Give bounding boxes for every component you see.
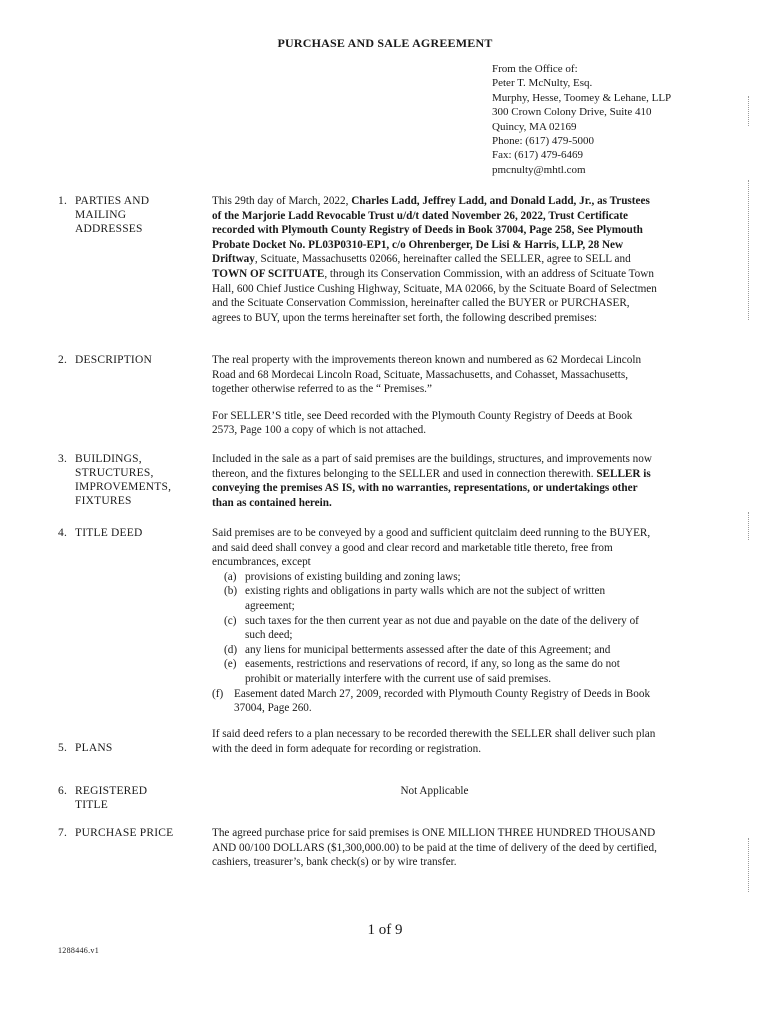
section-body (212, 727, 657, 756)
section-heading: PARTIES AND MAILING ADDRESSES (75, 195, 150, 235)
body-paragraph: For SELLER’S title, see Deed recorded with the Plymouth County Registry of Deeds at Book 2573, Page 100 a copy of which is not attached. (212, 409, 633, 437)
list-item: (e) easements, restrictions and reservations of record, if any, so long as the same do not prohibit or materially interfere with the current use of said premises. (224, 658, 620, 685)
body-text: , through its Conservation Commission, with an address of Scituate Town Hall, 600 Chief Justice Cushing Highway, Scituate, MA 02066, by the Scituate Board of Selectmen and the Scituate Conservation Commission, hereinafter called the BUYER or PURCHASER, agrees to BUY, upon the terms hereinafter set forth, the following described premises: (212, 267, 657, 324)
scan-edge-mark (748, 96, 750, 126)
section-number: 2. (58, 354, 68, 366)
body-text: , Scituate, Massachusetts 02066, hereinafter called the SELLER, agree to SELL and (254, 253, 631, 266)
body-paragraph: The real property with the improvements thereon known and numbered as 62 Mordecai Lincoln Road and 68 Mordecai Lincoln Road, Scituate, Massachusetts, and Cohasset, Massachusetts, together otherwise referred to as the “ Premises.” (212, 354, 642, 396)
exceptions-list (212, 570, 657, 716)
section-body (212, 353, 657, 438)
section-number: 7. (58, 827, 68, 839)
body-text-bold: Charles Ladd, Jeffrey Ladd, and Donald Ladd, Jr., as Trustees of the Marjorie Ladd Revocable Trust u/d/t dated November 26, 2022, Trust Certificate recorded with Plymouth County Registry of Deeds in Book 37004, Page 258, See Plymouth Probate Docket No. PL03P0310-EP1, c/o Ohrenberger, De Lisi & Harris, LLP, 28 New Driftway (212, 195, 650, 266)
section-number: 5. (58, 742, 68, 754)
scan-edge-mark (748, 838, 750, 892)
section-body (212, 784, 657, 799)
page-number: 1 of 9 (367, 922, 403, 938)
office-line: Peter T. McNulty, Esq. (492, 77, 593, 90)
section-heading: REGISTERED TITLE (75, 785, 148, 811)
body-paragraph: Said premises are to be conveyed by a good and sufficient quitclaim deed running to the BUYER, and said deed shall convey a good and clear record and marketable title thereto, free from encumbrances, except (212, 527, 651, 569)
section-body (212, 526, 657, 716)
attorney-office-block (492, 62, 732, 177)
office-line: 300 Crown Colony Drive, Suite 410 (492, 106, 652, 119)
list-item: (b) existing rights and obligations in party walls which are not the subject of written agreement; (224, 585, 606, 612)
section-body (212, 452, 657, 510)
office-line: From the Office of: (492, 63, 578, 75)
list-item: (f) Easement dated March 27, 2009, recorded with Plymouth County Registry of Deeds in Book 37004, Page 260. (212, 687, 651, 715)
body-paragraph: The agreed purchase price for said premises is ONE MILLION THREE HUNDRED THOUSAND AND 00/100 DOLLARS ($1,300,000.00) to be paid at the time of delivery of the deed by certified, cashiers, treasurer’s, bank check(s) or by wire transfer. (212, 827, 657, 869)
body-text: Included in the sale as a part of said premises are the buildings, structures, and improvements now thereon, and the fixtures belonging to the SELLER and used in connection therewith. (212, 453, 652, 480)
body-paragraph: If said deed refers to a plan necessary to be recorded therewith the SELLER shall deliver such plan with the deed in form adequate for recording or registration. (212, 728, 656, 755)
section-heading: DESCRIPTION (75, 354, 152, 366)
body-text-bold: TOWN OF SCITUATE (212, 267, 325, 280)
office-line: Fax: (617) 479-6469 (492, 149, 584, 162)
section-body (212, 194, 657, 325)
office-line: pmcnulty@mhtl.com (492, 163, 586, 176)
section-heading: PURCHASE PRICE (75, 827, 174, 839)
section-number: 4. (58, 527, 68, 539)
list-item: (a) provisions of existing building and zoning laws; (224, 570, 461, 583)
section-heading: TITLE DEED (75, 527, 143, 539)
list-item: (c) such taxes for the then current year as not due and payable on the date of the delivery of such deed; (224, 614, 639, 642)
body-paragraph: Not Applicable (400, 785, 469, 797)
document-id: 1288446.v1 (58, 946, 99, 955)
office-line: Murphy, Hesse, Toomey & Lehane, LLP (492, 91, 672, 104)
section-heading: BUILDINGS, STRUCTURES, IMPROVEMENTS, FIXTURES (75, 453, 172, 507)
body-text-bold: SELLER is conveying the premises AS IS, with no warranties, representations, or undertakings other than as contained herein. (212, 467, 651, 509)
scan-edge-mark (748, 512, 750, 540)
body-text: This 29th day of March, 2022, (212, 195, 352, 207)
office-line: Quincy, MA 02169 (492, 120, 577, 133)
section-body (212, 826, 657, 870)
scan-edge-mark (748, 180, 750, 320)
list-item: (d) any liens for municipal betterments assessed after the date of this Agreement; and (224, 643, 611, 656)
section-number: 1. (58, 195, 68, 207)
document-title: PURCHASE AND SALE AGREEMENT (277, 36, 493, 50)
section-heading: PLANS (75, 742, 113, 754)
office-line: Phone: (617) 479-5000 (492, 135, 595, 148)
section-number: 6. (58, 785, 68, 797)
section-number: 3. (58, 453, 68, 465)
